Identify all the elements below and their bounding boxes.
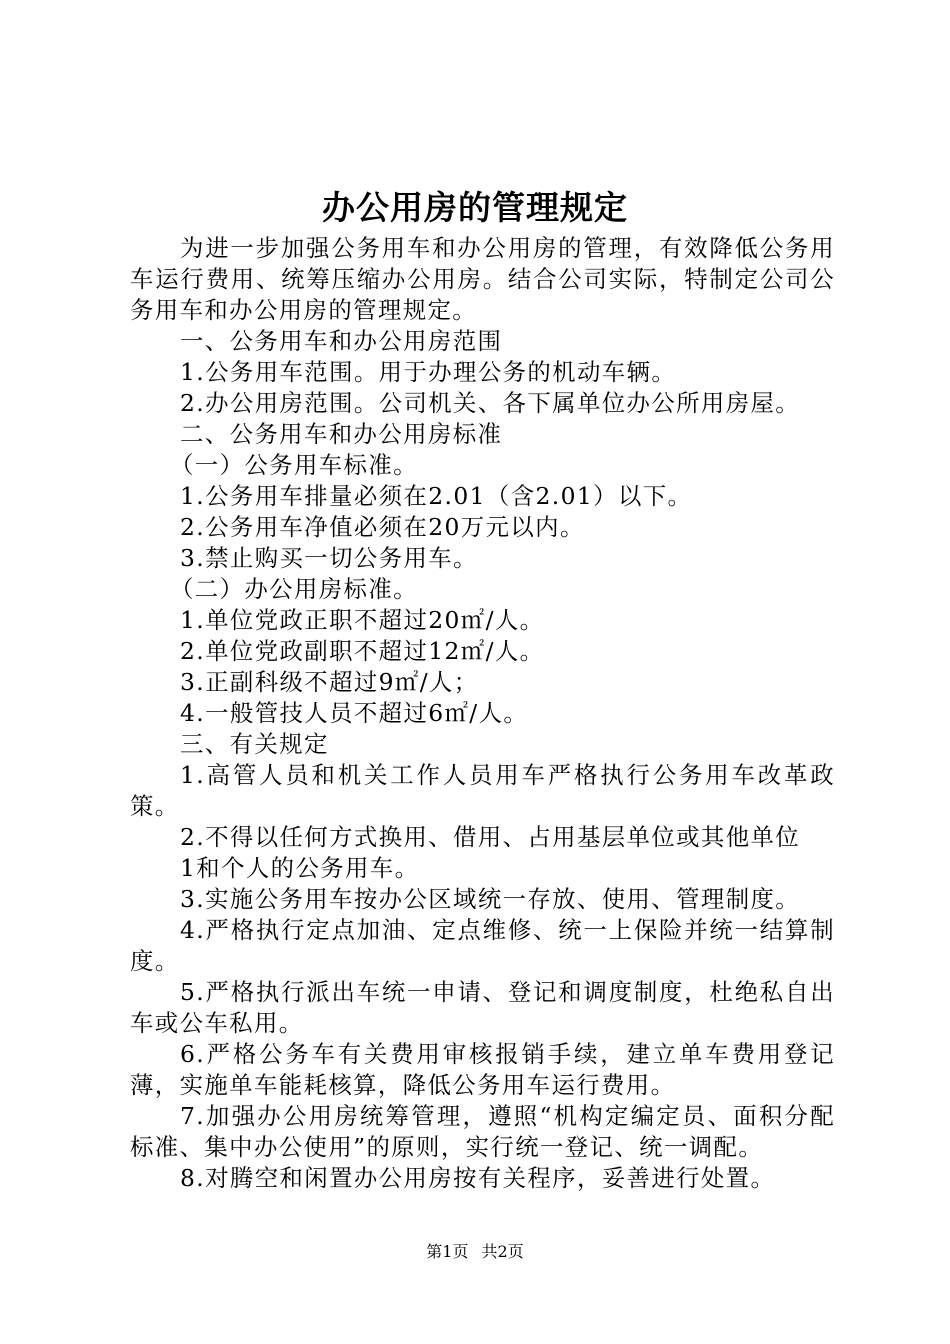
list-item: 1.单位党政正职不超过20㎡/人。 [180,606,545,634]
list-item: 1.高管人员和机关工作人员用车严格执行公务用车改革政策。 [130,761,835,820]
subsection-heading-2: （二）办公用房标准。 [170,575,418,603]
list-item: 6.严格公务车有关费用审核报销手续，建立单车费用登记薄，实施单车能耗核算，降低公务用车运行费用。 [130,1040,835,1099]
intro-paragraph: 为进一步加强公务用车和办公用房的管理，有效降低公务用车运行费用、统筹压缩办公用房。结合公司实际，特制定公司公务用车和办公用房的管理规定。 [130,234,835,324]
section-heading-3: 三、有关规定 [180,730,329,758]
list-item: 3.正副科级不超过9㎡/人； [180,668,479,696]
list-item: 3.禁止购买一切公务用车。 [180,544,478,572]
subsection-heading-1: （一）公务用车标准。 [170,451,418,479]
document-title: 办公用房的管理规定 [322,188,628,227]
list-item: 4.一般管技人员不超过6㎡/人。 [180,699,529,727]
list-item: 3.实施公务用车按办公区域统一存放、使用、管理制度。 [180,885,801,913]
list-item: 2.单位党政副职不超过12㎡/人。 [180,637,545,665]
list-item: 5.严格执行派出车统一申请、登记和调度制度，杜绝私自出车或公车私用。 [130,978,835,1037]
page-number-current: 第1页 [426,1242,469,1261]
list-item: 4.严格执行定点加油、定点维修、统一上保险并统一结算制度。 [130,916,835,975]
list-item-continuation: 1和个人的公务用车。 [180,854,420,882]
document-body [130,233,835,1194]
list-item: 2.公务用车净值必须在20万元以内。 [180,513,585,541]
list-item: 2.不得以任何方式换用、借用、占用基层单位或其他单位 [180,823,801,851]
page-footer [0,1240,950,1264]
section-heading-1: 一、公务用车和办公用房范围 [180,327,503,355]
list-item: 8.对腾空和闲置办公用房按有关程序，妥善进行处置。 [180,1164,776,1192]
list-item: 2.办公用房范围。公司机关、各下属单位办公所用房屋。 [180,389,801,417]
list-item: 1.公务用车排量必须在2.01（含2.01）以下。 [180,482,693,510]
section-heading-2: 二、公务用车和办公用房标准 [180,420,503,448]
page-number-total: 共2页 [481,1242,524,1261]
list-item: 7.加强办公用房统筹管理，遵照“机构定编定员、面积分配标准、集中办公使用”的原则，实行统一登记、统一调配。 [130,1102,835,1161]
list-item: 1.公务用车范围。用于办理公务的机动车辆。 [180,358,677,386]
